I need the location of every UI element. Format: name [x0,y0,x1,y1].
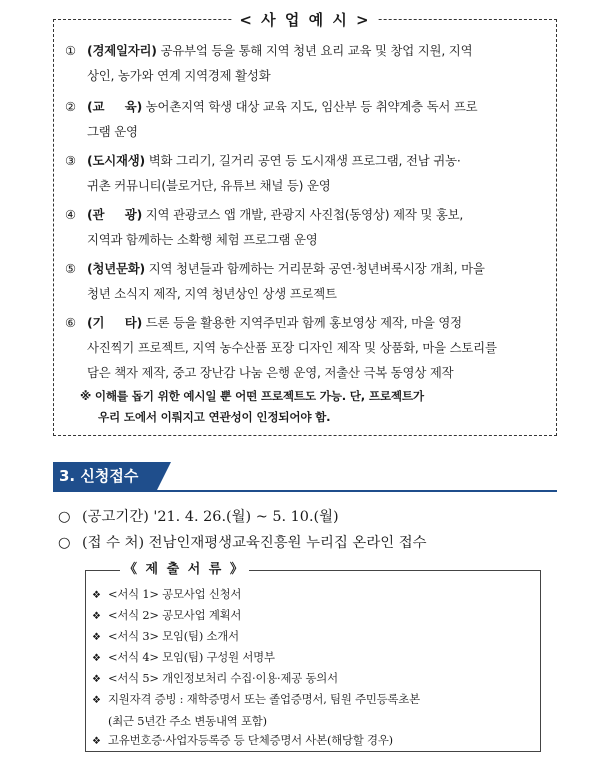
document-item [92,668,537,690]
item-category: (청년문화) [87,261,146,276]
item-text-cont: 상인, 농가와 연계 지역경제 활성화 [87,68,271,83]
section-header [53,462,557,492]
diamond-bullet-icon: ❖ [92,653,101,664]
circle-bullet-icon: ○ [58,509,71,525]
item-text-cont: 그램 운영 [87,124,138,139]
item-text-cont: 지역과 함께하는 소확행 체험 프로그램 운영 [87,232,318,247]
documents-title: 《 제 출 서 류 》 [120,561,249,579]
example-item [65,202,547,252]
item-number: ③ [65,153,76,168]
diamond-bullet-icon: ❖ [92,736,101,747]
item-number: ⑤ [65,261,76,276]
circle-bullet-icon: ○ [58,535,71,551]
item-text: 지역 관광코스 앱 개발, 관광지 사진첩(동영상) 제작 및 홍보, [142,207,464,222]
item-text: 지역 청년들과 함께하는 거리문화 공연·청년벼룩시장 개최, 마을 [145,261,485,276]
diamond-bullet-icon: ❖ [92,611,101,622]
note-mark: ※ [80,389,92,403]
item-category: (기 타) [87,315,143,330]
document-item [92,605,537,627]
item-category: (관 광) [87,207,143,222]
item-text-cont: 담은 책자 제작, 중고 장난감 나눔 은행 운영, 저출산 극복 동영상 제작 [87,365,454,380]
document-text: <서식 5> 개인정보처리 수집·이용·제공 동의서 [108,671,338,685]
example-item [65,256,547,306]
diamond-bullet-icon: ❖ [92,674,101,685]
item-number: ① [65,43,76,58]
examples-title: < 사 업 예 시 > [54,11,556,29]
examples-note [80,386,550,428]
diamond-bullet-icon: ❖ [92,632,101,643]
apply-period [58,505,558,529]
document-item [92,626,537,648]
example-item [65,94,547,144]
note-text: 이해를 돕기 위한 예시일 뿐 어떤 프로젝트도 가능. 단, 프로젝트가 [91,389,424,403]
item-number: ⑥ [65,315,76,330]
document-item [92,730,537,752]
document-item [92,689,537,731]
apply-location-text: (접 수 처) 전남인재평생교육진흥원 누리집 온라인 접수 [82,535,427,551]
item-text-cont: 청년 소식지 제작, 지역 청년상인 상생 프로젝트 [87,286,337,301]
document-text: <서식 4> 모임(팀) 구성원 서명부 [108,650,275,664]
item-text: 벽화 그리기, 길거리 공연 등 도시재생 프로그램, 전남 귀농· [145,153,461,168]
item-text: 공유부엌 등을 통해 지역 청년 요리 교육 및 창업 지원, 지역 [156,43,473,58]
item-text-cont: 사진찍기 프로젝트, 지역 농수산품 포장 디자인 제작 및 상품화, 마을 스토리를 [87,340,497,355]
document-text: 고유번호증·사업자등록증 등 단체증명서 사본(해당할 경우) [108,733,393,747]
apply-location [58,531,558,555]
document-text: <서식 1> 공모사업 신청서 [108,587,242,601]
document-text: 지원자격 증빙 : 재학증명서 또는 졸업증명서, 팀원 주민등록초본 [108,692,420,706]
document-item [92,584,537,606]
note-text-cont: 우리 도에서 이뤄지고 연관성이 인정되어야 함. [98,410,331,424]
example-item [65,38,547,88]
example-item [65,310,547,385]
apply-period-text: (공고기간) '21. 4. 26.(월) ~ 5. 10.(월) [82,509,339,525]
item-number: ② [65,99,76,114]
diamond-bullet-icon: ❖ [92,695,101,706]
item-category: (교 육) [87,99,143,114]
document-text: <서식 3> 모임(팀) 소개서 [108,629,239,643]
item-category: (경제일자리) [87,43,157,58]
item-category: (도시재생) [87,153,146,168]
document-text: <서식 2> 공모사업 계획서 [108,608,242,622]
item-text: 농어촌지역 학생 대상 교육 지도, 임산부 등 취약계층 독서 프로 [142,99,478,114]
document-text-cont: (최근 5년간 주소 변동내역 포함) [108,714,267,728]
item-text: 드론 등을 활용한 지역주민과 함께 홍보영상 제작, 마을 영정 [142,315,462,330]
item-text-cont: 귀촌 커뮤니티(블로거단, 유튜브 채널 등) 운영 [87,178,331,193]
item-number: ④ [65,207,76,222]
document-item [92,647,537,669]
example-item [65,148,547,198]
diamond-bullet-icon: ❖ [92,590,101,601]
section-title: 3. 신청접수 [53,462,157,490]
